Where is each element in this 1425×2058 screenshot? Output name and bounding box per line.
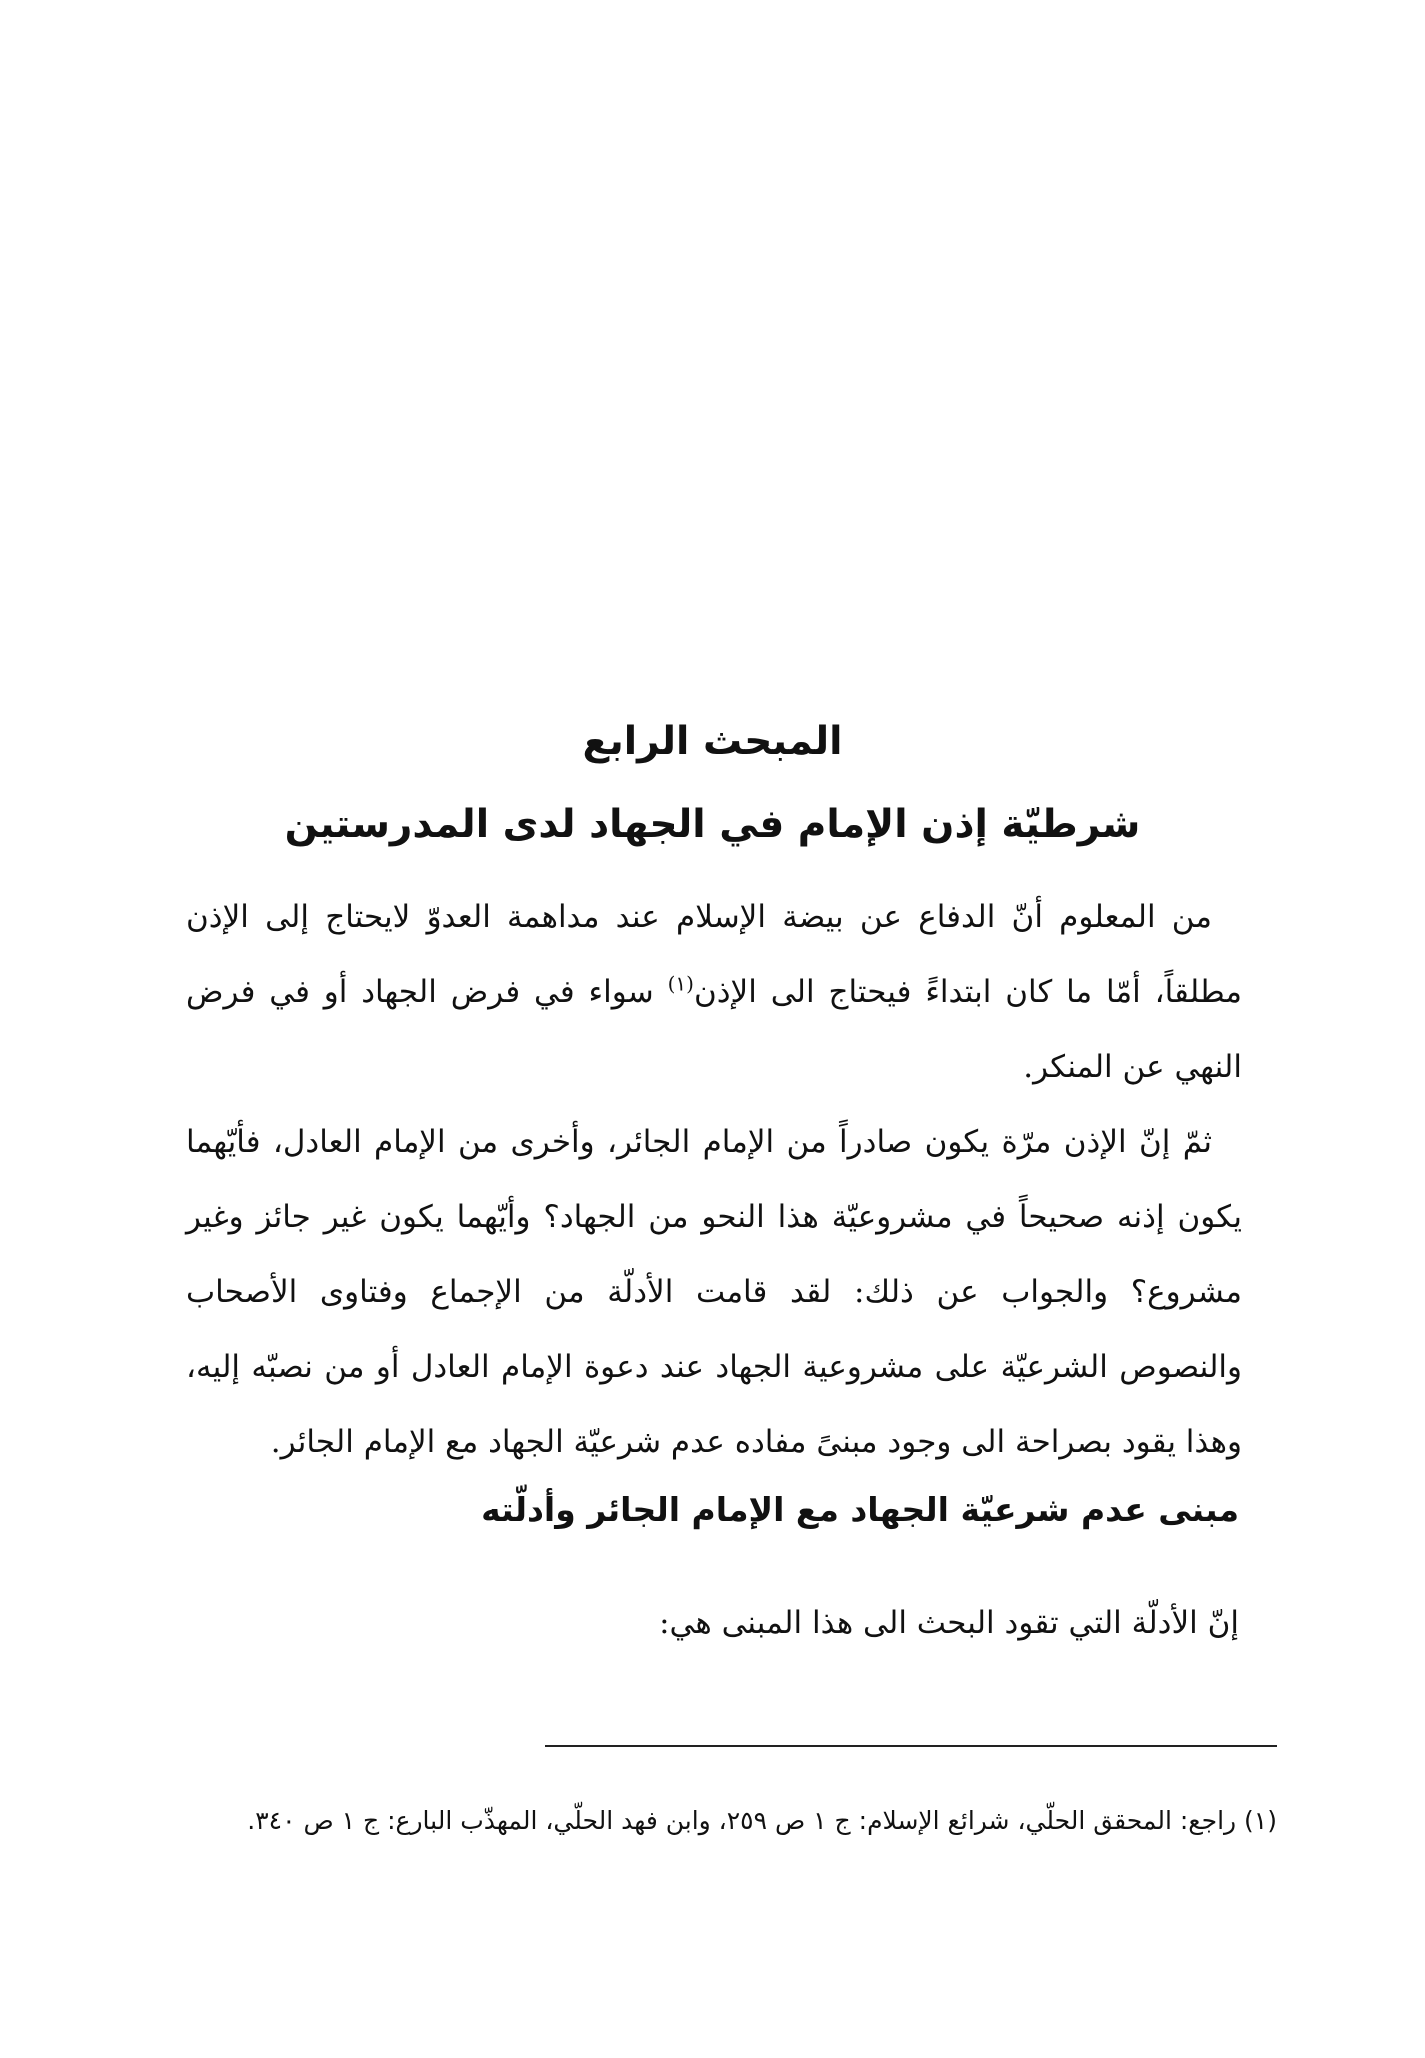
footnote-reference[interactable]: (١) — [667, 971, 694, 996]
footnote-divider — [545, 1745, 1277, 1747]
paragraph-intro — [186, 880, 1242, 1105]
paragraph-permission — [186, 1105, 1242, 1480]
subsection-intro: إنّ الأدلّة التي تقود البحث الى هذا المبنى هي: — [659, 1605, 1239, 1641]
subsection-title: مبنى عدم شرعيّة الجهاد مع الإمام الجائر وأدلّته — [481, 1490, 1239, 1529]
paragraph-permission-text: ثمّ إنّ الإذن مرّة يكون صادراً من الإمام الجائر، وأخرى من الإمام العادل، فأيّهما يكون إذنه صحيحاً في مشروعيّة هذا النحو من الجهاد؟ وأيّهما يكون غير جائز وغير مشروع؟ والجواب عن ذلك: لقد قامت الأدلّة من الإجماع وفتاوى الأصحاب والنصوص الشرعيّة على مشروعية الجهاد عند دعوة الإمام العادل أو من نصبّه إليه، وهذا يقود بصراحة الى وجود مبنىً مفاده عدم شرعيّة الجهاد مع الإمام الجائر. — [186, 1124, 1242, 1460]
footnote-text: (١) راجع: المحقق الحلّي، شرائع الإسلام: ج ١ ص ٢٥٩، وابن فهد الحلّي، المهذّب البارع: ج ١ ص ٣٤٠. — [247, 1806, 1277, 1835]
section-title: المبحث الرابع — [582, 719, 843, 764]
paragraph-intro-continuation: سواء في فرض الجهاد أو في فرض النهي عن المنكر. — [186, 974, 1242, 1085]
paragraph-intro-text: من المعلوم أنّ الدفاع عن بيضة الإسلام عند مداهمة العدوّ لايحتاج إلى الإذن مطلقاً، أمّا ما كان ابتداءً فيحتاج الى الإذن — [186, 899, 1242, 1010]
section-subtitle: شرطيّة إذن الإمام في الجهاد لدى المدرستين — [284, 802, 1141, 847]
